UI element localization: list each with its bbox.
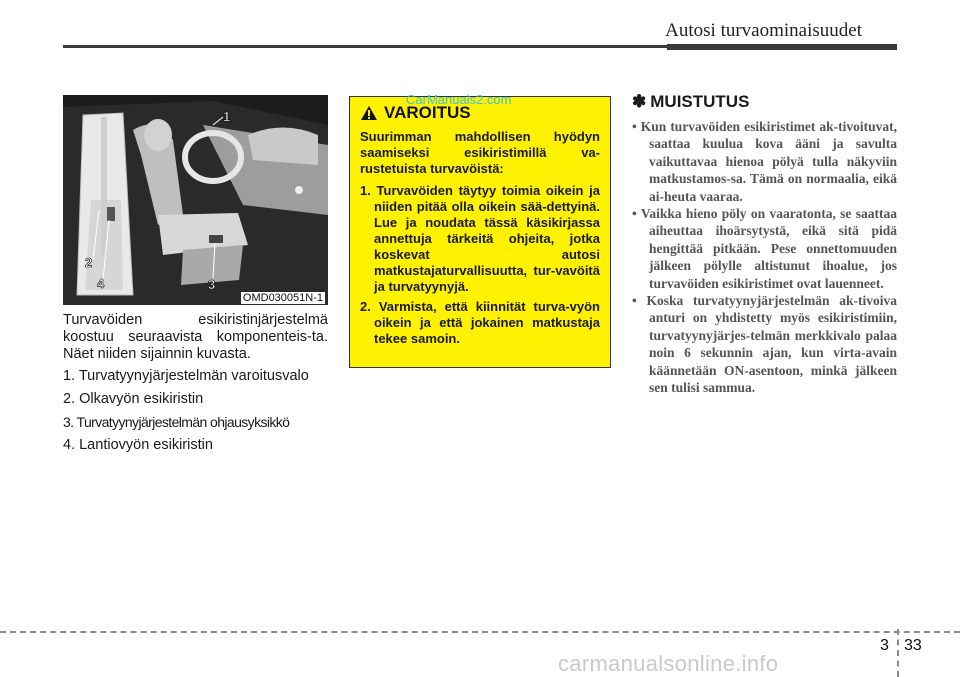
site-watermark: carmanualsonline.info — [558, 651, 779, 676]
warning-item: 1. Turvavöiden täytyy toimia oikein ja niiden pitää olla oikein sää-dettyinä. Lue ja noudata tässä käsikirjassa annettuja tärkeitä ohjeita, jotka koskevat autosi matkustajaturvallisuutta, tur-vavöitä ja turvatyynyjä. — [360, 183, 600, 294]
warning-box — [349, 96, 611, 368]
notice-item: • Koska turvatyynyjärjestelmän ak-tivoiva anturi on yhdistetty myös esikiristimiin, turvatyynyjärjes-telmän merkkivalo palaa noin 6 sekunnin ajan, kun virta-avain käännetään ON-asentoon, minkä jälkeen sen tulisi sammua. — [632, 293, 897, 396]
callout-4: 4 — [97, 276, 105, 291]
car-interior-illustration — [63, 95, 328, 305]
footer-divider — [897, 629, 899, 677]
callout-1: 1 — [223, 109, 231, 124]
warning-title: VAROITUS — [384, 103, 471, 122]
footer-rule — [0, 631, 960, 633]
page-header-title: Autosi turvaominaisuudet — [665, 20, 862, 41]
car-interior-figure — [63, 95, 328, 305]
chapter-number: 3 — [880, 637, 889, 654]
figure-code: OMD030051N-1 — [242, 292, 323, 304]
component-item: 2. Olkavyön esikiristin — [63, 391, 204, 407]
watermark-link[interactable]: CarManuals2.com — [406, 92, 512, 107]
notice-section — [632, 92, 897, 397]
warning-intro: Suurimman mahdollisen hyödyn saamiseksi esikiristimillä va-rustetuista turvavöistä: — [360, 129, 600, 176]
notice-header — [632, 92, 897, 112]
component-item: 4. Lantiovyön esikiristin — [63, 437, 213, 453]
components-section — [63, 312, 328, 460]
warning-item: 2. Varmista, että kiinnität turva-vyön oikein ja että jokainen matkustaja tekee samoin. — [360, 299, 600, 346]
component-item: 3. Turvatyynyjärjestelmän ohjausyksikkö — [63, 414, 290, 430]
notice-item: • Kun turvavöiden esikiristimet ak-tivoituvat, saattaa kuulua kova ääni ja savulta vaikuttavaa hienoa pölyä tulla näkyviin matkustamos-sa. Tämä on normaalia, eikä ai-heuta vaaraa. — [632, 119, 897, 204]
page-number: 33 — [904, 637, 922, 654]
notice-star-icon: ✽ — [632, 92, 647, 111]
notice-title: MUISTUTUS — [650, 92, 750, 111]
component-item: 1. Turvatyynyjärjestelmän varoitusvalo — [63, 368, 309, 384]
components-intro: Turvavöiden esikiristinjärjestelmä koostuu seuraavista komponenteis-ta. Näet niiden sijainnin kuvasta. — [63, 312, 328, 362]
header-rule-accent — [667, 44, 897, 50]
callout-2: 2 — [85, 255, 93, 270]
notice-item: • Vaikka hieno pöly on vaaratonta, se saattaa aiheuttaa ihoärsytystä, eikä sitä pidä hengittää pitkään. Pese onnettomuuden jälkeen pölylle altistunut ihoalue, jos turvavöiden esikiristimet ovat lauenneet. — [632, 206, 897, 291]
warning-triangle-icon — [360, 105, 378, 121]
callout-3: 3 — [208, 277, 216, 292]
